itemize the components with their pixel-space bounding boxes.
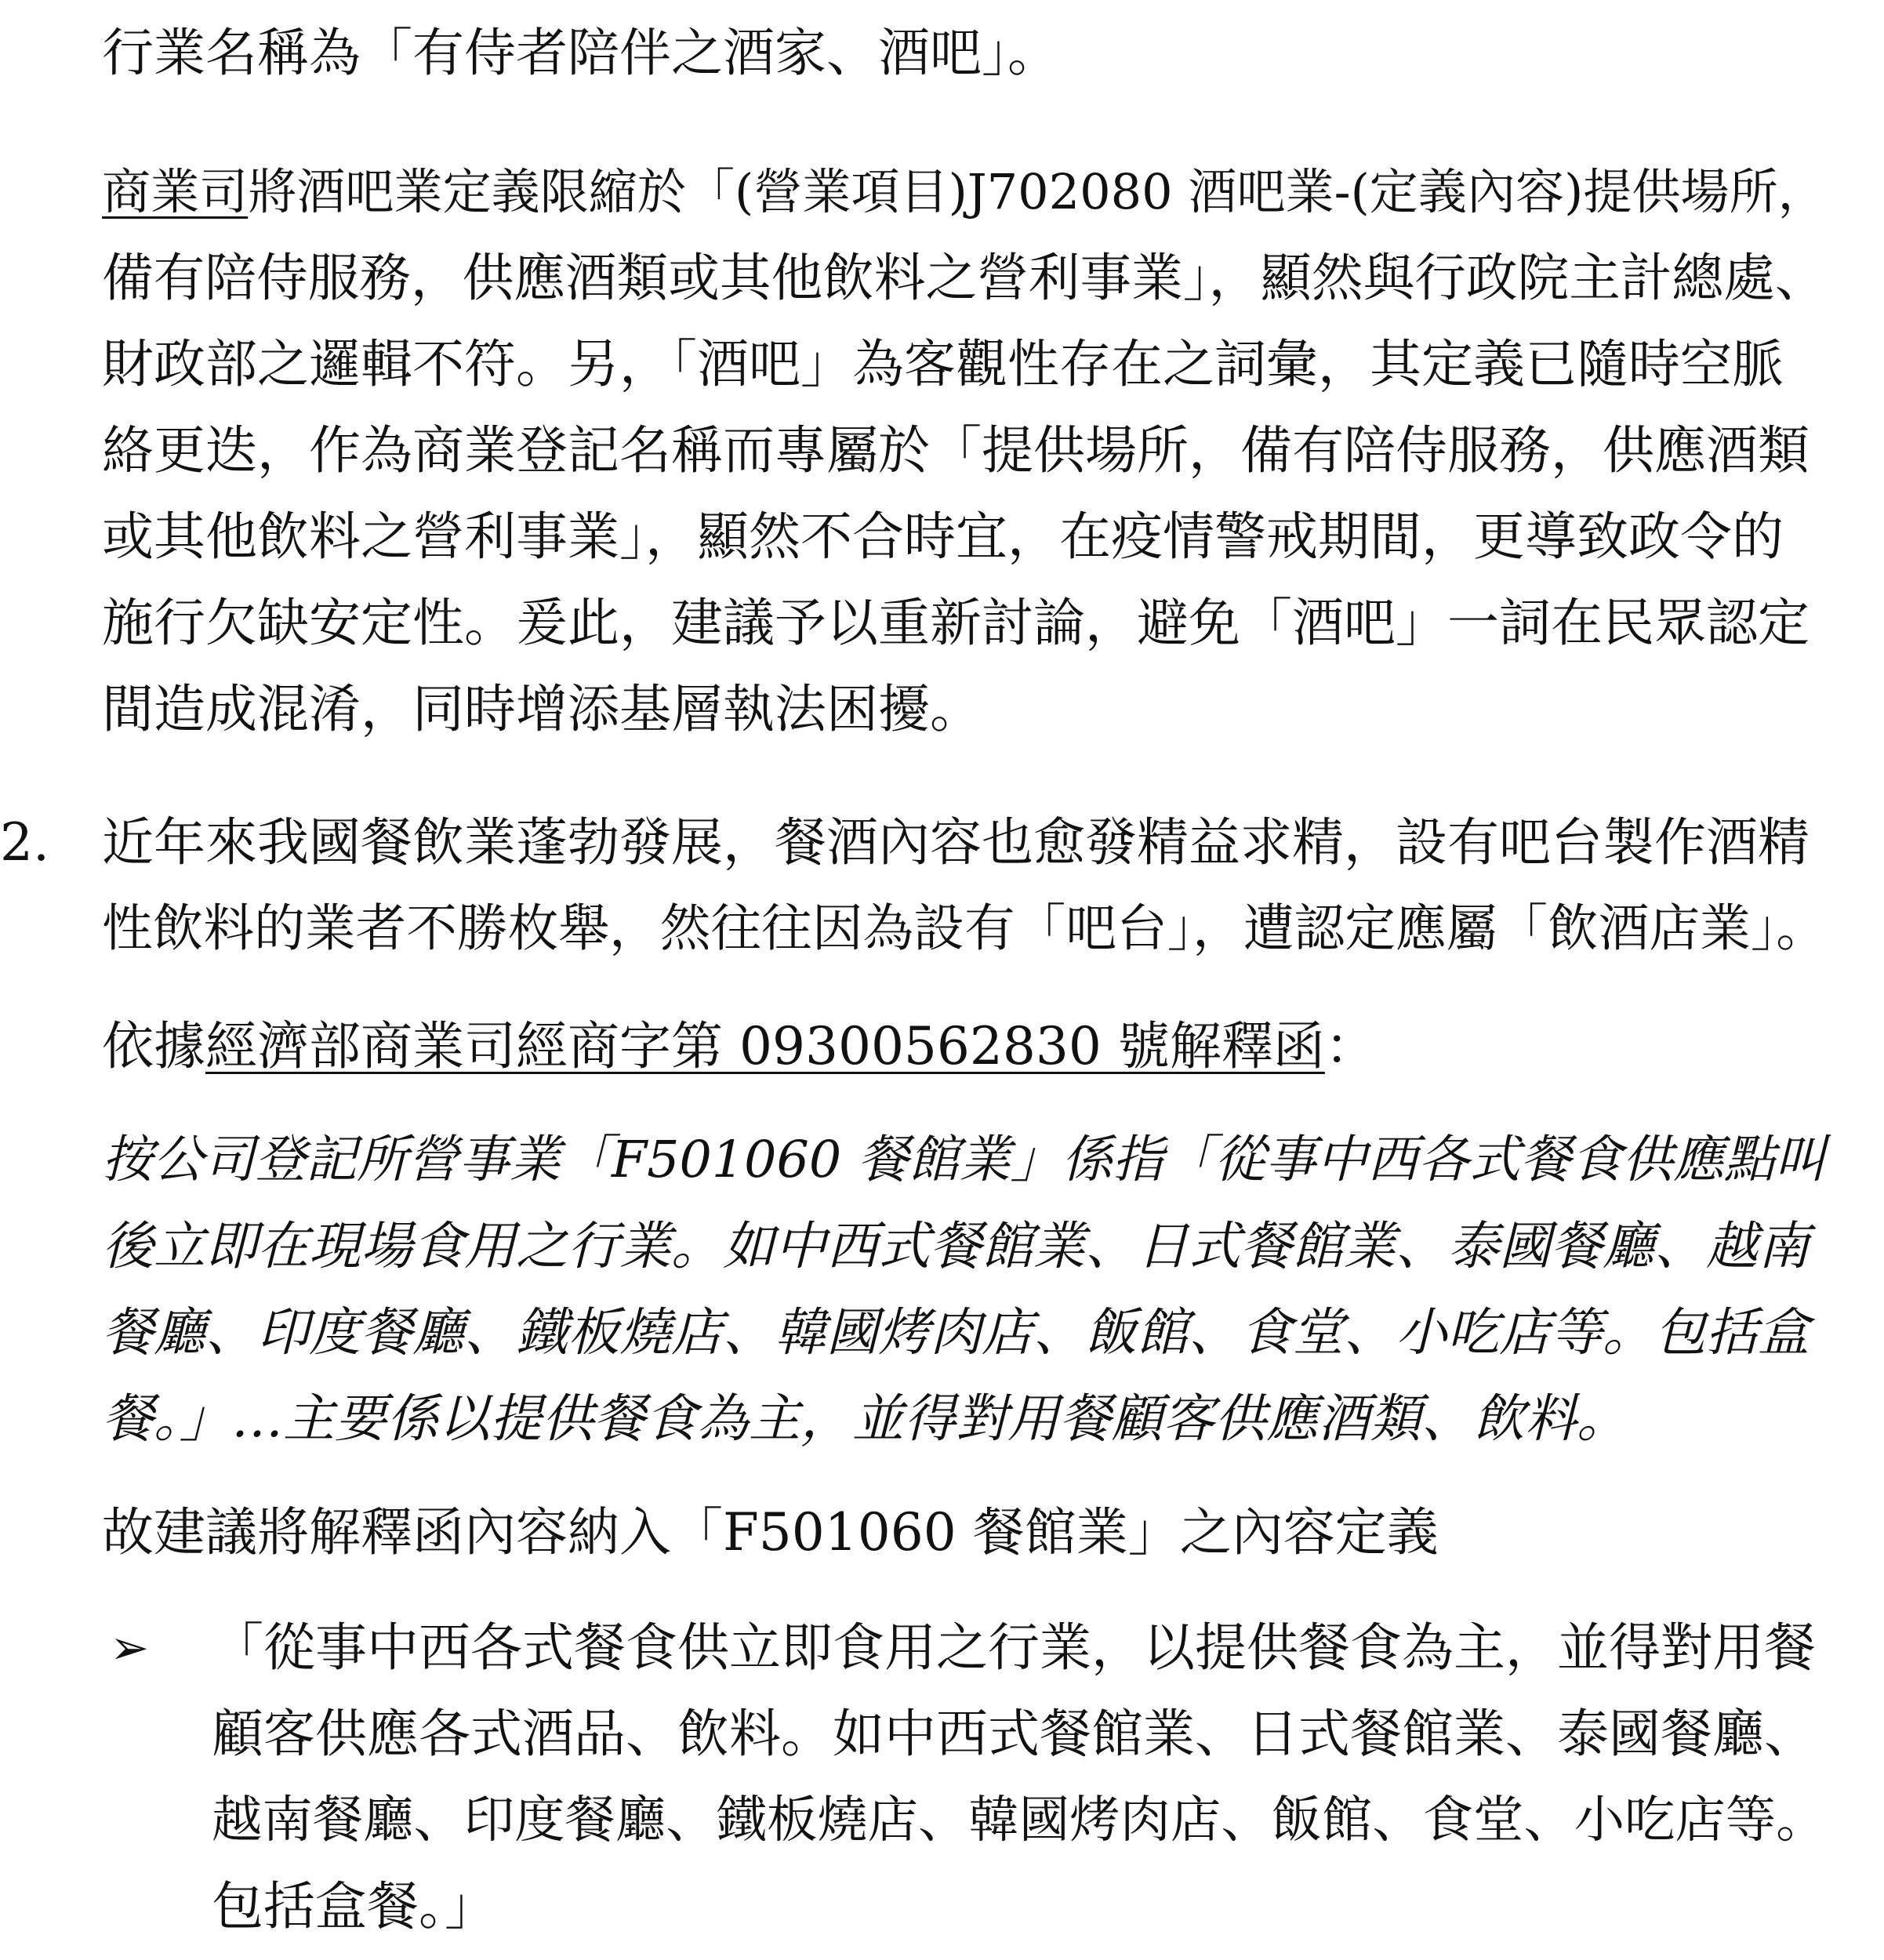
commerce-dept-underlined: 商業司	[102, 163, 249, 220]
item-number-2: 2.	[0, 812, 49, 873]
bullet-line-3: 越南餐廳、印度餐廳、鐵板燒店、韓國烤肉店、飯館、食堂、小吃店等。	[212, 1791, 1827, 1849]
commerce-line-1	[102, 161, 1827, 223]
quote-line-3: 餐廳、印度餐廳、鐵板燒店、韓國烤肉店、飯館、食堂、小吃店等。包括盒	[102, 1302, 1810, 1363]
bullet-line-4: 包括盒餐。」	[212, 1876, 496, 1936]
commerce-line-2: 備有陪侍服務，供應酒類或其他飲料之營利事業」，顯然與行政院主計總處、	[102, 249, 1827, 308]
quote-line-2: 後立即在現場食用之行業。如中西式餐館業、日式餐館業、泰國餐廳、越南	[102, 1216, 1810, 1276]
quote-line-4: 餐。」…主要係以提供餐食為主，並得對用餐顧客供應酒類、飲料。	[102, 1388, 1628, 1449]
intro-text: 行業名稱為「有侍者陪伴之酒家、酒吧」。	[102, 23, 1059, 83]
intro-line	[102, 22, 1059, 85]
commerce-line-5: 或其他飲料之營利事業」，顯然不合時宜，在疫情警戒期間，更導致政令的	[102, 506, 1784, 567]
commerce-line-1-rest: 將酒吧業定義限縮於「(營業項目)J702080 酒吧業-(定義內容)提供場所，	[248, 163, 1827, 220]
quote-line-1: 按公司登記所營事業「F501060 餐館業」係指「從事中西各式餐食供應點叫	[102, 1131, 1826, 1189]
item2-line-2: 性飲料的業者不勝枚舉，然往往因為設有「吧台」，遭認定應屬「飲酒店業」。	[102, 899, 1827, 958]
bullet-line-1: 「從事中西各式餐食供立即食用之行業，以提供餐食為主，並得對用餐	[212, 1617, 1816, 1678]
commerce-line-6: 施行欠缺安定性。爰此，建議予以重新討論，避免「酒吧」一詞在民眾認定	[102, 593, 1810, 653]
arrow-bullet-icon: ➢	[110, 1621, 150, 1675]
commerce-line-4: 絡更迭，作為商業登記名稱而專屬於「提供場所，備有陪侍服務，供應酒類	[102, 420, 1810, 481]
basis-citation-underlined: 經濟部商業司經商字第 09300562830 號解釋函	[205, 1016, 1325, 1076]
commerce-line-7: 間造成混淆，同時增添基層執法困擾。	[102, 679, 982, 739]
suggestion-line: 故建議將解釋函內容納入「F501060 餐館業」之內容定義	[102, 1502, 1439, 1563]
basis-suffix: ：	[1324, 1016, 1377, 1076]
bullet-line-2: 顧客供應各式酒品、飲料。如中西式餐館業、日式餐館業、泰國餐廳、	[212, 1704, 1816, 1764]
basis-prefix: 依據	[102, 1016, 205, 1076]
item2-line-1: 近年來我國餐飲業蓬勃發展，餐酒內容也愈發精益求精，設有吧台製作酒精	[102, 812, 1810, 873]
basis-line	[102, 1015, 1377, 1078]
commerce-line-3: 財政部之邏輯不符。另，「酒吧」為客觀性存在之詞彙，其定義已隨時空脈	[102, 334, 1784, 394]
